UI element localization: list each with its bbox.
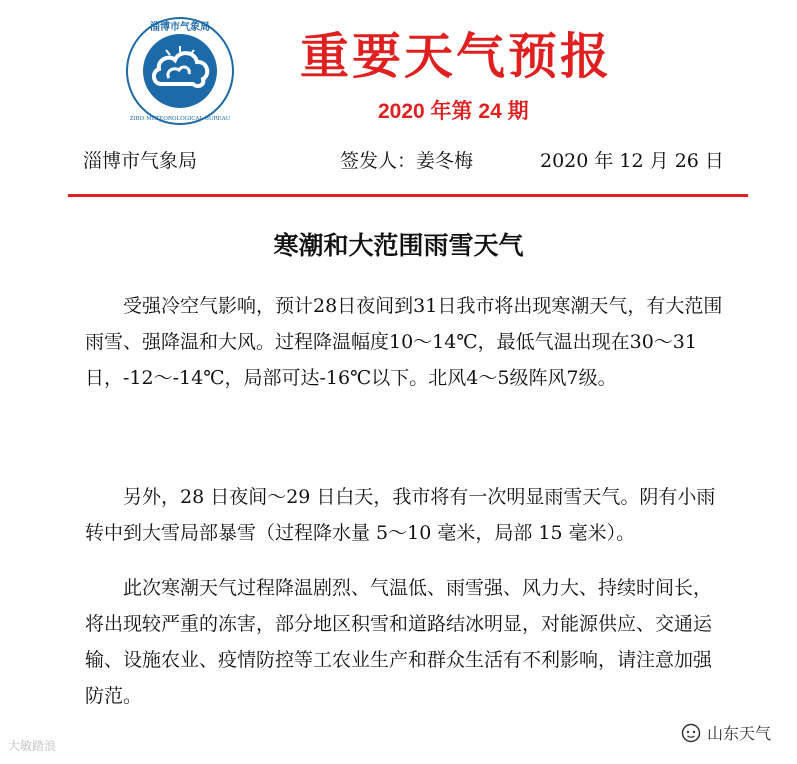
headline: 寒潮和大范围雨雪天气 [273,231,524,260]
author-watermark: 大敏踏浪 [8,739,57,753]
paragraph-1: 受强冷空气影响，预计28日夜间到31日我市将出现寒潮天气，有大范围雨雪、强降温和大风。过程降温幅度10～14℃，最低气温出现在30～31日，-12～-14℃，局部可达-16℃以下。北风4～5级阵风7级。 [85,295,723,389]
watermark-text: 山东天气 [706,724,771,743]
logo-bottom-text: ZIBO METEOROLOGICAL BUREAU [129,116,231,122]
logo-top-text: 淄博市气象局 [150,22,210,33]
issue-date: 2020 年 12 月 26 日 [540,150,724,172]
issuing-organization: 淄博市气象局 [83,150,198,172]
source-watermark [681,721,771,744]
header-divider [68,194,748,197]
wechat-account-icon [681,723,701,743]
signer: 签发人：姜冬梅 [340,150,474,172]
meteorological-bureau-logo-icon [125,16,235,126]
paragraph-3: 此次寒潮天气过程降温剧烈、气温低、雨雪强、风力大、持续时间长，将出现较严重的冻害，部分地区积雪和道路结冰明显，对能源供应、交通运输、设施农业、疫情防控等工农业生产和群众生活有不利影响，请注意加强防范。 [85,577,713,707]
bulletin-title: 重要天气预报 [300,27,613,85]
issue-number: 2020 年第 24 期 [378,100,529,123]
paragraph-2: 另外，28 日夜间～29 日白天，我市将有一次明显雨雪天气。阴有小雨转中到大雪局部暴雪（过程降水量 5～10 毫米，局部 15 毫米）。 [85,486,716,544]
